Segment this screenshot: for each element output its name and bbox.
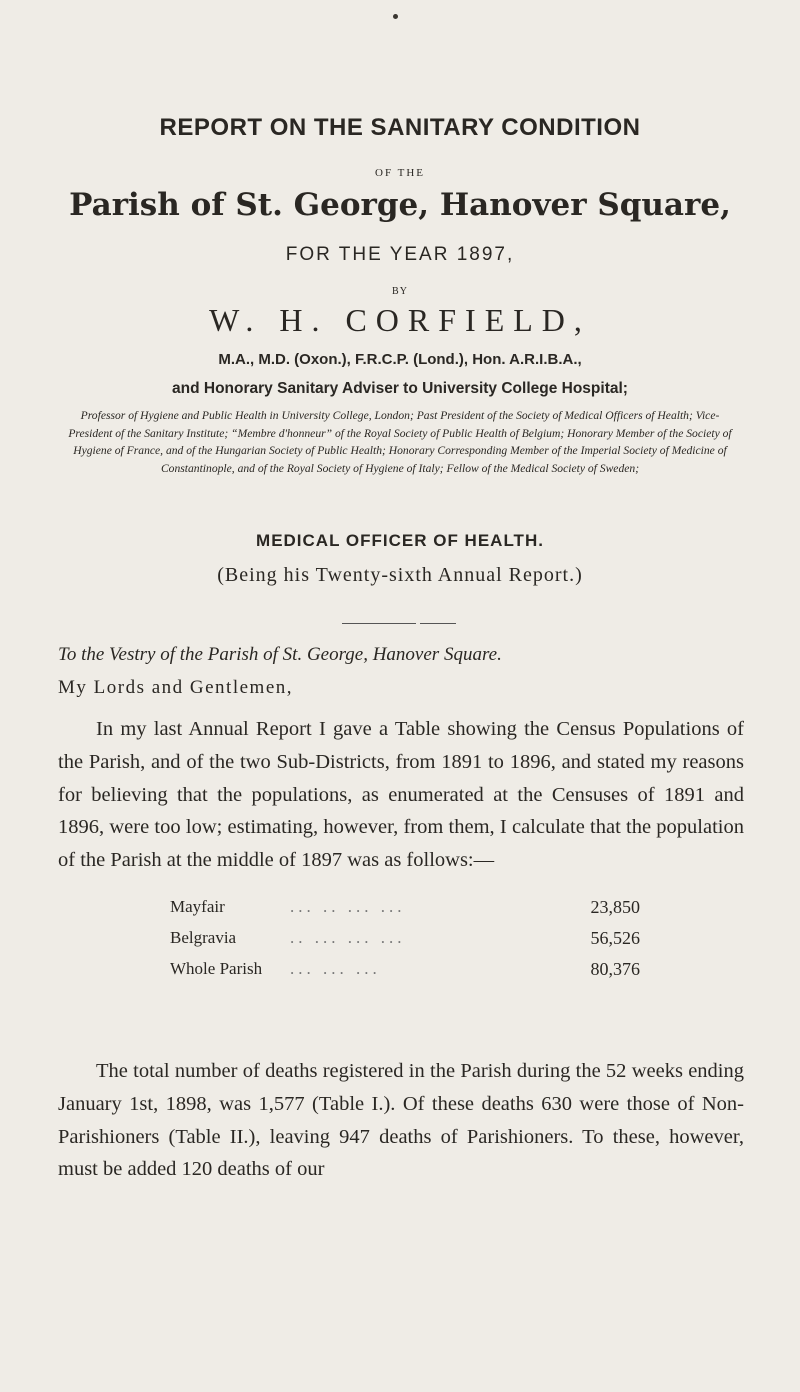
author-qualifications: M.A., M.D. (Oxon.), F.R.C.P. (Lond.), Hon. A.R.I.B.A., <box>218 351 582 368</box>
report-note: (Being his Twenty-sixth Annual Report.) <box>217 564 583 586</box>
of-the-line: OF THE <box>375 167 425 179</box>
population-value: 23,850 <box>590 897 640 917</box>
parish-name: Parish of St. George, Hanover Square, <box>69 187 731 223</box>
dot-leader: ... ... ... <box>290 959 381 978</box>
divider-rule-right <box>420 623 456 624</box>
population-value: 56,526 <box>590 928 640 948</box>
officer-title: MEDICAL OFFICER OF HEALTH. <box>256 531 544 550</box>
paragraph-population: In my last Annual Report I gave a Table showing the Census Populations of the Parish, and of the two Sub-Districts, from 1891 to 1896, and stated my reasons for believing that the populations, as enumerated at the Censuses of 1891 and 1896, were too low; estimating, however, from them, I calculate that the population of the Parish at the middle of 1897 was as follows:— <box>58 718 744 872</box>
table-row <box>170 959 640 990</box>
divider-rule-left <box>342 623 416 624</box>
author-name: W. H. CORFIELD, <box>209 302 591 338</box>
area-name: Belgravia <box>170 928 237 947</box>
author-adviser-role: and Honorary Sanitary Adviser to University College Hospital; <box>172 380 628 397</box>
address-line: To the Vestry of the Parish of St. George, Hanover Square. <box>58 644 502 665</box>
dot-leader: .. ... ... ... <box>290 928 406 947</box>
paragraph-deaths: The total number of deaths registered in the Parish during the 52 weeks ending January 1st, 1898, was 1,577 (Table I.). Of these deaths 630 were those of Non-Parishioners (Table II.), leaving 947 deaths of Parishioners. To these, however, must be added 120 deaths of our <box>58 1060 744 1181</box>
salutation: My Lords and Gentlemen, <box>58 677 294 698</box>
population-table <box>170 897 640 990</box>
by-line: BY <box>392 286 408 297</box>
dot-leader: ... .. ... ... <box>290 897 406 916</box>
area-name: Whole Parish <box>170 959 263 978</box>
table-row <box>170 928 640 959</box>
author-credentials: Professor of Hygiene and Public Health in University College, London; Past President of the Society of Medical Officers of Health; Vice-President of the Sanitary Institute; “Membre d'honneur” of the Royal Society of Public Health of Belgium; Honorary Member of the Society of Hygiene of France, and of the Hungarian Society of Public Health; Honorary Corresponding Member of the Imperial Society of Medicine of Constantinople, and of the Royal Society of Hygiene of Italy; Fellow of the Medical Society of Sweden; <box>68 409 732 475</box>
year-line: FOR THE YEAR 1897, <box>285 244 515 265</box>
report-title: REPORT ON THE SANITARY CONDITION <box>159 114 641 141</box>
area-name: Mayfair <box>170 897 225 916</box>
ink-speck <box>393 14 398 19</box>
table-row <box>170 897 640 928</box>
population-value: 80,376 <box>590 959 640 979</box>
